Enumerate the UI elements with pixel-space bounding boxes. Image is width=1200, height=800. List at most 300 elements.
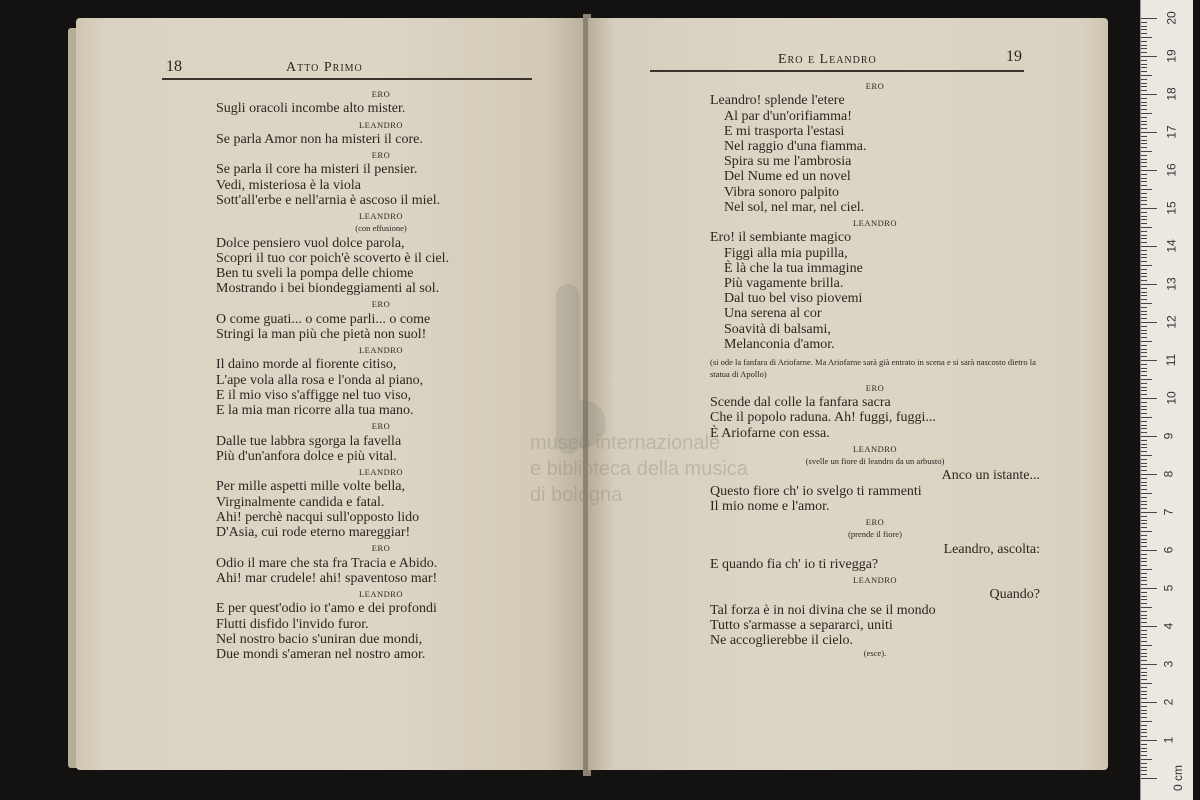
ruler-minor-tick [1141,292,1147,293]
ruler-minor-tick [1141,318,1147,319]
verse-line: Scopri il tuo cor poich'è scoverto è il ciel. [216,250,450,266]
ruler-minor-tick [1141,33,1147,34]
ruler-label: 4 [1161,622,1176,630]
verse-line: Melanconia d'amor. [724,336,835,352]
verse-line: E mi trasporta l'estasi [724,123,845,139]
right-page-text [710,78,1040,660]
verse-line: Soavità di balsami, [724,321,831,337]
speaker-name: LEANDRO [358,211,404,222]
verse-line: E per quest'odio io t'amo e dei profondi [216,601,437,617]
speaker-name: LEANDRO [852,443,898,454]
ruler-minor-tick [1141,736,1147,737]
ruler-minor-tick [1141,611,1147,612]
ruler-minor-tick [1141,599,1147,600]
ruler-minor-tick [1141,86,1147,87]
verse-line: Ne accoglierebbe il cielo. [710,632,854,648]
ruler-minor-tick [1141,421,1147,422]
ruler-tick [1141,626,1157,627]
verse-line: Una serena al cor [724,306,822,322]
ruler-tick [1141,208,1157,209]
speaker-name: ERO [865,81,885,91]
stage-direction: (prende il fiore) [848,529,902,540]
verse-line: Quando? [989,587,1040,603]
ruler-minor-tick [1141,774,1147,775]
ruler-minor-tick [1141,303,1152,304]
ruler-minor-tick [1141,679,1147,680]
ruler-tick [1141,284,1157,285]
ruler-minor-tick [1141,295,1147,296]
ruler-minor-tick [1141,174,1147,175]
ruler-minor-tick [1141,501,1147,502]
verse-line: Odio il mare che sta fra Tracia e Abido. [216,555,438,571]
ruler-label: 2 [1161,698,1176,706]
ruler-label: 3 [1161,660,1176,668]
ruler-minor-tick [1141,200,1147,201]
ruler-minor-tick [1141,466,1147,467]
ruler-minor-tick [1141,504,1147,505]
ruler-minor-tick [1141,558,1147,559]
verse-line: D'Asia, cui rode eterno mareggiar! [216,525,411,540]
ruler-minor-tick [1141,489,1147,490]
speaker-name: ERO [371,150,391,161]
speaker-name: LEANDRO [852,217,898,228]
ruler-minor-tick [1141,219,1147,220]
ruler-minor-tick [1141,630,1147,631]
ruler-minor-tick [1141,706,1147,707]
stage-direction: (esce). [863,648,887,659]
ruler-minor-tick [1141,26,1147,27]
verse-line: Scende dal colle la fanfara sacra [710,395,891,411]
ruler-minor-tick [1141,440,1147,441]
ruler-minor-tick [1141,368,1147,369]
ruler-minor-tick [1141,672,1147,673]
ruler-minor-tick [1141,22,1147,23]
verse-line: Del Nume ed un novel [724,169,851,185]
ruler-minor-tick [1141,314,1147,315]
ruler-minor-tick [1141,337,1147,338]
ruler-minor-tick [1141,117,1147,118]
ruler-minor-tick [1141,124,1147,125]
ruler-minor-tick [1141,181,1147,182]
verse-line: E quando fia ch' io ti rivegga? [710,556,879,572]
open-book [68,14,1108,776]
ruler-minor-tick [1141,102,1147,103]
ruler-minor-tick [1141,250,1147,251]
ruler-minor-tick [1141,607,1152,608]
ruler-minor-tick [1141,409,1147,410]
ruler-tick [1141,740,1157,741]
ruler-minor-tick [1141,390,1147,391]
ruler-minor-tick [1141,67,1147,68]
ruler-label: 5 [1161,584,1176,592]
ruler-label: 13 [1164,277,1179,291]
ruler-minor-tick [1141,109,1147,110]
ruler-label: 9 [1161,432,1176,440]
ruler-minor-tick [1141,561,1147,562]
verse-line: Se parla Amor non ha misteri il core. [216,131,423,147]
ruler-minor-tick [1141,71,1147,72]
page-number: 18 [166,58,182,75]
ruler-minor-tick [1141,748,1147,749]
ruler-minor-tick [1141,485,1147,486]
ruler-minor-tick [1141,482,1147,483]
ruler-minor-tick [1141,675,1147,676]
ruler-minor-tick [1141,242,1147,243]
speaker-name: ERO [865,382,885,393]
stage-direction: (svelle un fiore di leandro da un arbusto) [805,456,945,467]
ruler-minor-tick [1141,231,1147,232]
ruler-minor-tick [1141,307,1147,308]
ruler-minor-tick [1141,653,1147,654]
ruler-minor-tick [1141,698,1147,699]
ruler-minor-tick [1141,299,1147,300]
ruler-tick [1141,170,1157,171]
ruler-label: 17 [1164,125,1179,139]
speaker-name: ERO [865,517,885,528]
ruler-minor-tick [1141,48,1147,49]
ruler-minor-tick [1141,463,1147,464]
ruler-minor-tick [1141,645,1152,646]
ruler-minor-tick [1141,717,1147,718]
ruler-minor-tick [1141,90,1147,91]
ruler-minor-tick [1141,257,1147,258]
ruler-tick [1141,664,1157,665]
ruler-minor-tick [1141,417,1152,418]
verse-line: E il mio viso s'affigge nel tuo viso, [216,387,412,403]
ruler-label: 7 [1161,508,1176,516]
verse-line: Al par d'un'orifiamma! [724,108,852,124]
ruler-label: 16 [1164,163,1179,177]
speaker-name: LEANDRO [852,574,898,585]
verse-line: È là che la tua immagine [724,260,863,276]
ruler-minor-tick [1141,98,1147,99]
ruler-minor-tick [1141,356,1147,357]
ruler-minor-tick [1141,569,1152,570]
ruler-minor-tick [1141,193,1147,194]
ruler-tick [1141,436,1157,437]
ruler-minor-tick [1141,523,1147,524]
ruler-minor-tick [1141,383,1147,384]
ruler-minor-tick [1141,618,1147,619]
ruler-minor-tick [1141,212,1147,213]
running-head: Atto Primo [286,60,363,75]
ruler-minor-tick [1141,444,1147,445]
ruler-minor-tick [1141,162,1147,163]
verse-line: Leandro! splende l'etere [710,93,845,109]
verse-line: Per mille aspetti mille volte bella, [216,479,405,495]
verse-line: O come guati... o come parli... o come [216,311,431,327]
ruler-minor-tick [1141,710,1147,711]
verse-line: Nel sol, nel mar, nel ciel. [724,199,865,215]
ruler-minor-tick [1141,622,1147,623]
speaker-name: LEANDRO [358,119,404,130]
ruler-tick [1141,18,1157,19]
ruler-minor-tick [1141,254,1147,255]
ruler-minor-tick [1141,732,1147,733]
ruler-minor-tick [1141,447,1147,448]
ruler-minor-tick [1141,425,1147,426]
ruler-minor-tick [1141,413,1147,414]
ruler-minor-tick [1141,725,1147,726]
ruler-minor-tick [1141,375,1147,376]
stage-direction: (si ode la fanfara di Ariofarne. Ma Ariofarne sarà già entrato in scena e si sarà nascosto dietro la statua di Apollo) [710,356,1036,379]
ruler-minor-tick [1141,159,1147,160]
speaker-name: ERO [371,299,391,310]
ruler-minor-tick [1141,637,1147,638]
page-number: 19 [1006,48,1022,65]
ruler-minor-tick [1141,204,1147,205]
running-head: Ero e Leandro [778,52,877,67]
ruler-minor-tick [1141,683,1152,684]
ruler-minor-tick [1141,235,1147,236]
ruler-minor-tick [1141,75,1152,76]
ruler-minor-tick [1141,29,1147,30]
ruler-minor-tick [1141,520,1147,521]
ruler-minor-tick [1141,641,1147,642]
ruler-minor-tick [1141,113,1152,114]
verse-line: Dal tuo bel viso piovemi [724,291,863,307]
ruler-minor-tick [1141,527,1147,528]
ruler-minor-tick [1141,45,1147,46]
ruler-minor-tick [1141,227,1152,228]
ruler-minor-tick [1141,497,1147,498]
verse-line: L'ape vola alla rosa e l'onda al piano, [216,372,424,388]
ruler-label: 12 [1164,315,1179,329]
ruler-minor-tick [1141,37,1152,38]
verse-line: Figgi alla mia pupilla, [724,245,848,261]
ruler-minor-tick [1141,189,1152,190]
ruler-minor-tick [1141,166,1147,167]
ruler-minor-tick [1141,185,1147,186]
stage-direction: (con effusione) [355,223,407,234]
ruler-minor-tick [1141,406,1147,407]
ruler-minor-tick [1141,151,1152,152]
ruler-minor-tick [1141,649,1147,650]
ruler-minor-tick [1141,694,1147,695]
ruler-tick [1141,246,1157,247]
watermark-line: museo internazionale [530,432,721,454]
ruler-minor-tick [1141,577,1147,578]
ruler-minor-tick [1141,136,1147,137]
ruler-minor-tick [1141,64,1147,65]
verse-line: È Ariofarne con essa. [710,425,830,441]
ruler-minor-tick [1141,721,1152,722]
ruler-minor-tick [1141,691,1147,692]
verse-line: Ero! il sembiante magico [710,230,852,246]
ruler-minor-tick [1141,596,1147,597]
left-page [76,18,586,770]
watermark-line: di bologna [530,484,623,506]
verse-line: Nel raggio d'una fiamma. [724,138,867,154]
museum-watermark-text [530,430,748,508]
ruler-minor-tick [1141,516,1147,517]
ruler-minor-tick [1141,493,1152,494]
ruler-minor-tick [1141,478,1147,479]
ruler-minor-tick [1141,379,1152,380]
ruler-minor-tick [1141,128,1147,129]
verse-line: Tutto s'armasse a separarci, uniti [710,617,893,633]
ruler-minor-tick [1141,603,1147,604]
ruler-minor-tick [1141,197,1147,198]
verse-line: Sott'all'erbe e nell'arnia è ascoso il miel. [216,192,441,208]
verse-line: Spira su me l'ambrosia [724,154,852,170]
ruler-tick [1141,94,1157,95]
ruler-tick [1141,132,1157,133]
ruler-minor-tick [1141,394,1147,395]
header-rule [162,78,532,80]
ruler-minor-tick [1141,261,1147,262]
ruler-label: 6 [1161,546,1176,554]
ruler-minor-tick [1141,79,1147,80]
ruler-minor-tick [1141,554,1147,555]
ruler-minor-tick [1141,105,1147,106]
speaker-name: LEANDRO [358,588,404,599]
verse-line: Stringi la man più che pietà non suol! [216,326,427,342]
ruler-minor-tick [1141,759,1152,760]
ruler-minor-tick [1141,341,1152,342]
ruler-label: 19 [1164,49,1179,63]
ruler-minor-tick [1141,451,1147,452]
ruler-tick [1141,702,1157,703]
verse-line: Ahi! perchè nacqui sull'opposto lido [216,509,420,525]
ruler-minor-tick [1141,770,1147,771]
ruler-label: 0 cm [1171,764,1186,792]
ruler-minor-tick [1141,432,1147,433]
ruler-tick [1141,778,1157,779]
ruler-minor-tick [1141,352,1147,353]
ruler-minor-tick [1141,280,1147,281]
ruler-minor-tick [1141,615,1147,616]
ruler-minor-tick [1141,269,1147,270]
ruler-minor-tick [1141,459,1147,460]
ruler-minor-tick [1141,531,1152,532]
ruler-minor-tick [1141,333,1147,334]
verse-line: Più vagamente brilla. [724,275,844,291]
watermark-line: e biblioteca della musica [530,458,748,480]
ruler-minor-tick [1141,713,1147,714]
ruler-minor-tick [1141,345,1147,346]
ruler-minor-tick [1141,656,1147,657]
right-page [588,18,1108,770]
ruler-minor-tick [1141,470,1147,471]
measurement-ruler [1140,0,1193,800]
verse-line: Questo fiore ch' io svelgo ti rammenti [710,483,922,499]
verse-line: Ben tu sveli la pompa delle chiome [216,265,414,281]
ruler-minor-tick [1141,311,1147,312]
verse-line: E la mia man ricorre alla tua mano. [216,403,414,419]
ruler-label: 11 [1164,353,1179,367]
ruler-minor-tick [1141,216,1147,217]
ruler-label: 15 [1164,201,1179,215]
ruler-minor-tick [1141,83,1147,84]
ruler-minor-tick [1141,178,1147,179]
ruler-minor-tick [1141,60,1147,61]
ruler-minor-tick [1141,143,1147,144]
ruler-label: 1 [1161,736,1176,744]
ruler-minor-tick [1141,402,1147,403]
ruler-minor-tick [1141,660,1147,661]
verse-line: Sugli oracoli incombe alto mister. [216,101,406,117]
verse-line: Mostrando i bei biondeggiamenti al sol. [216,281,440,297]
verse-line: Vibra sonoro palpito [724,184,840,200]
verse-line: Virginalmente candida e fatal. [216,494,385,510]
ruler-minor-tick [1141,265,1152,266]
ruler-tick [1141,322,1157,323]
ruler-label: 20 [1164,11,1179,25]
verse-line: Che il popolo raduna. Ah! fuggi, fuggi... [710,410,936,426]
ruler-minor-tick [1141,147,1147,148]
ruler-minor-tick [1141,364,1147,365]
ruler-tick [1141,474,1157,475]
ruler-minor-tick [1141,41,1147,42]
ruler-minor-tick [1141,565,1147,566]
ruler-minor-tick [1141,687,1147,688]
ruler-minor-tick [1141,755,1147,756]
verse-line: Il daino morde al fiorente citiso, [216,357,397,373]
ruler-minor-tick [1141,387,1147,388]
ruler-label: 8 [1161,470,1176,478]
verse-line: Vedi, misteriosa è la viola [216,177,362,193]
ruler-minor-tick [1141,238,1147,239]
verse-line: Se parla il core ha misteri il pensier. [216,162,418,178]
ruler-minor-tick [1141,668,1147,669]
verse-line: Due mondi s'ameran nel nostro amor. [216,646,426,662]
ruler-minor-tick [1141,592,1147,593]
ruler-minor-tick [1141,751,1147,752]
ruler-minor-tick [1141,326,1147,327]
ruler-minor-tick [1141,729,1147,730]
ruler-tick [1141,360,1157,361]
speaker-name: LEANDRO [358,467,404,478]
ruler-minor-tick [1141,767,1147,768]
ruler-minor-tick [1141,52,1147,53]
speaker-name: LEANDRO [358,345,404,356]
ruler-minor-tick [1141,140,1147,141]
ruler-label: 14 [1164,239,1179,253]
verse-line: Leandro, ascolta: [943,541,1040,557]
ruler-minor-tick [1141,535,1147,536]
ruler-minor-tick [1141,763,1147,764]
header-rule [650,70,1024,72]
ruler-minor-tick [1141,330,1147,331]
speaker-name: ERO [371,421,391,432]
ruler-tick [1141,588,1157,589]
ruler-minor-tick [1141,428,1147,429]
ruler-minor-tick [1141,542,1147,543]
ruler-minor-tick [1141,223,1147,224]
ruler-tick [1141,512,1157,513]
ruler-minor-tick [1141,508,1147,509]
ruler-minor-tick [1141,580,1147,581]
verse-line: Ahi! mar crudele! ahi! spaventoso mar! [216,570,438,586]
ruler-minor-tick [1141,288,1147,289]
left-page-text [216,86,546,662]
ruler-minor-tick [1141,371,1147,372]
ruler-label: 18 [1164,87,1179,101]
ruler-minor-tick [1141,546,1147,547]
speaker-name: ERO [371,543,391,554]
ruler-minor-tick [1141,744,1147,745]
ruler-minor-tick [1141,539,1147,540]
ruler-minor-tick [1141,276,1147,277]
ruler-minor-tick [1141,634,1147,635]
ruler-label: 10 [1164,391,1179,405]
verse-line: Tal forza è in noi divina che se il mondo [710,602,936,618]
ruler-minor-tick [1141,273,1147,274]
verse-line: Dolce pensiero vuol dolce parola, [216,235,405,251]
ruler-minor-tick [1141,155,1147,156]
verse-line: Flutti disfido l'invido furor. [216,616,369,632]
